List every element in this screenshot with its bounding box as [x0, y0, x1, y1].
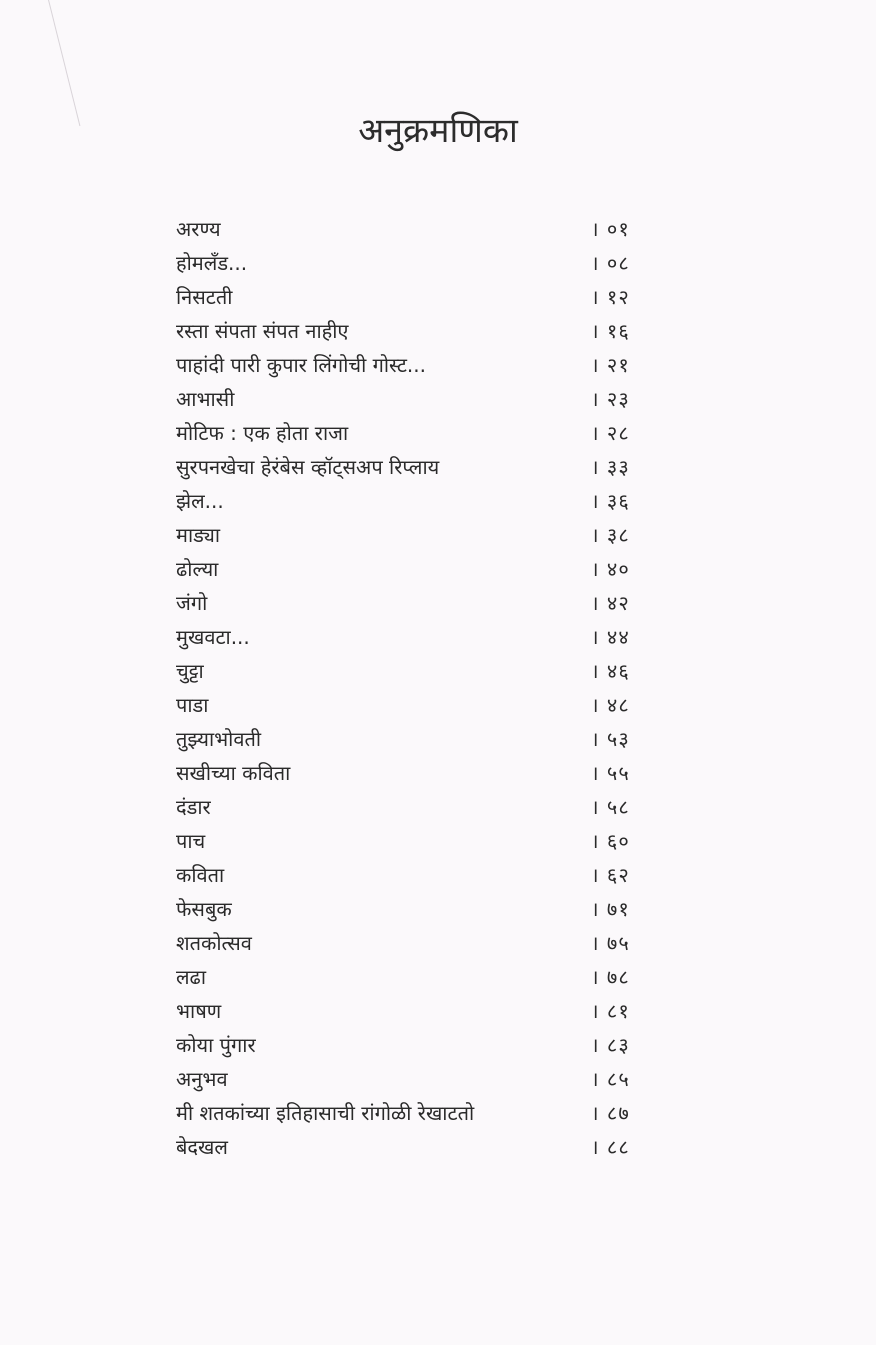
- toc-entry-page-number: । ०८: [591, 251, 630, 275]
- toc-entry-title: दंडार: [176, 795, 211, 819]
- toc-entry-page-number: । ३३: [591, 455, 630, 479]
- toc-entry: [176, 314, 646, 348]
- toc-entry-page-number: । ८३: [591, 1033, 630, 1057]
- toc-entry: [176, 382, 646, 416]
- toc-entry: [176, 280, 646, 314]
- toc-entry-page-number: । ५५: [591, 761, 630, 785]
- toc-entry: [176, 586, 646, 620]
- toc-entry-title: पाच: [176, 829, 206, 853]
- toc-entry-page-number: । ७८: [591, 965, 630, 989]
- toc-entry: [176, 960, 646, 994]
- toc-entry-page-number: । ५८: [591, 795, 630, 819]
- toc-entry-title: शतकोत्सव: [176, 931, 252, 955]
- toc-entry-title: अनुभव: [176, 1067, 228, 1091]
- toc-entry: [176, 756, 646, 790]
- toc-entry-page-number: । ३८: [591, 523, 630, 547]
- toc-entry-title: ढोल्या: [176, 557, 219, 581]
- toc-entry-page-number: । ४८: [591, 693, 630, 717]
- toc-entry-page-number: । ४६: [591, 659, 630, 683]
- toc-entry-title: पाडा: [176, 693, 209, 717]
- toc-entry-title: सखीच्या कविता: [176, 761, 291, 785]
- toc-entry: [176, 654, 646, 688]
- toc-entry-page-number: । ७१: [591, 897, 630, 921]
- toc-entry-page-number: । ८५: [591, 1067, 630, 1091]
- toc-entry: [176, 790, 646, 824]
- toc-entry: [176, 824, 646, 858]
- toc-entry: [176, 1062, 646, 1096]
- toc-entry-title: मोटिफ : एक होता राजा: [176, 421, 349, 445]
- toc-entry-page-number: । ०१: [591, 217, 630, 241]
- toc-entry-title: रस्ता संपता संपत नाहीए: [176, 319, 349, 343]
- toc-entry-title: कोया पुंगार: [176, 1033, 256, 1057]
- toc-entry-title: अरण्य: [176, 217, 221, 241]
- toc-entry-title: निसटती: [176, 285, 233, 309]
- toc-entry: [176, 722, 646, 756]
- toc-entry-page-number: । ८८: [591, 1135, 630, 1159]
- toc-entry-title: कविता: [176, 863, 225, 887]
- toc-entry-page-number: । ४०: [591, 557, 630, 581]
- toc-entry-title: पाहांदी पारी कुपार लिंगोची गोस्ट...: [176, 353, 426, 377]
- toc-entry: [176, 518, 646, 552]
- toc-entry: [176, 688, 646, 722]
- toc-entry-page-number: । ८१: [591, 999, 630, 1023]
- toc-entry-title: तुझ्याभोवती: [176, 727, 262, 751]
- toc-entry-title: होमलँड...: [176, 251, 248, 275]
- toc-entry: [176, 858, 646, 892]
- toc-entry: [176, 246, 646, 280]
- toc-entry: [176, 994, 646, 1028]
- toc-entry: [176, 212, 646, 246]
- toc-entry: [176, 416, 646, 450]
- toc-entry-title: माड्या: [176, 523, 221, 547]
- toc-entry-title: आभासी: [176, 387, 235, 411]
- toc-entry: [176, 552, 646, 586]
- toc-entry-page-number: । ८७: [591, 1101, 630, 1125]
- toc-entry-title: लढा: [176, 965, 206, 989]
- toc-entry-title: बेदखल: [176, 1135, 228, 1159]
- toc-entry-title: झेल...: [176, 489, 224, 513]
- table-of-contents: [176, 212, 646, 1164]
- toc-entry-page-number: । ६०: [591, 829, 630, 853]
- toc-entry: [176, 1096, 646, 1130]
- toc-entry-title: चुट्टा: [176, 659, 204, 683]
- toc-entry: [176, 620, 646, 654]
- toc-entry-page-number: । २३: [591, 387, 630, 411]
- toc-entry-page-number: । ५३: [591, 727, 630, 751]
- toc-entry-title: फेसबुक: [176, 897, 232, 921]
- toc-entry-page-number: । ६२: [591, 863, 630, 887]
- toc-entry-page-number: । २१: [591, 353, 630, 377]
- toc-entry: [176, 926, 646, 960]
- toc-entry-title: मी शतकांच्या इतिहासाची रांगोळी रेखाटतो: [176, 1101, 475, 1125]
- toc-entry-title: सुरपनखेचा हेरंबेस व्हॉट्सअप रिप्लाय: [176, 455, 440, 479]
- toc-entry-title: मुखवटा...: [176, 625, 250, 649]
- toc-entry-page-number: । १२: [591, 285, 630, 309]
- toc-entry: [176, 1028, 646, 1062]
- toc-entry: [176, 348, 646, 382]
- toc-entry-title: भाषण: [176, 999, 222, 1023]
- toc-entry-page-number: । ४२: [591, 591, 630, 615]
- toc-entry-page-number: । ३६: [591, 489, 630, 513]
- page-title: अनुक्रमणिका: [358, 111, 518, 151]
- toc-entry-page-number: । २८: [591, 421, 630, 445]
- toc-entry: [176, 1130, 646, 1164]
- toc-entry-page-number: । १६: [591, 319, 630, 343]
- toc-entry-page-number: । ७५: [591, 931, 630, 955]
- toc-entry: [176, 450, 646, 484]
- toc-entry: [176, 892, 646, 926]
- toc-entry-title: जंगो: [176, 591, 208, 615]
- toc-entry: [176, 484, 646, 518]
- toc-entry-page-number: । ४४: [591, 625, 630, 649]
